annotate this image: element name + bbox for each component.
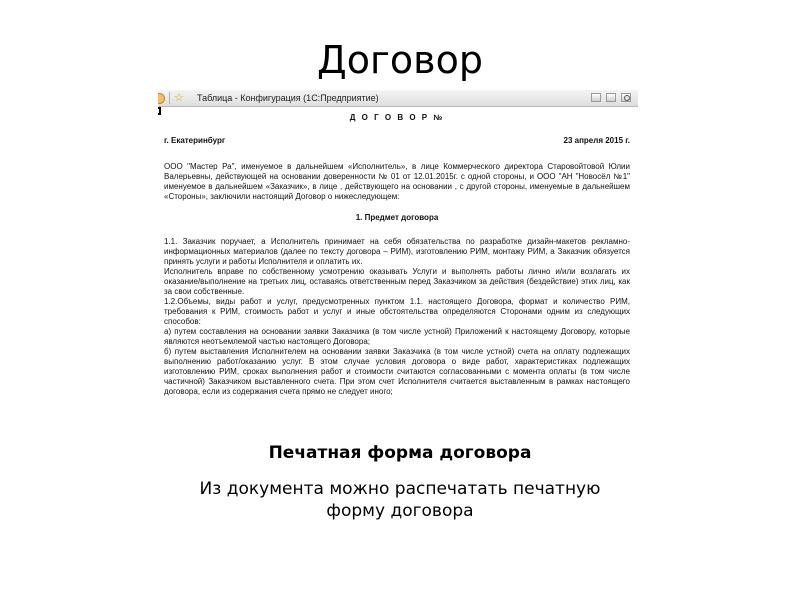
contract-preamble: ООО "Мастер Ра", именуемое в дальнейшем «Исполнитель», в лице Коммерческого директора Старовойтовой Юлии Валерьевны, действующей на основании доверенности № 01 от 12.01.2015г. с одной стороны, и ООО "АН "Новосёл №1" именуемое в дальнейшем «Заказчик», в лице , действующего на основании , с другой стороны, именуемые в дальнейшем «Стороны», заключили настоящий Договор о нижеследующем: <box>164 162 630 201</box>
app-circle-icon[interactable] <box>158 93 165 104</box>
print-icon[interactable] <box>606 93 616 102</box>
window-title-bar <box>158 90 638 107</box>
preview-icon[interactable] <box>621 93 631 102</box>
slide-title: Договор <box>317 38 483 82</box>
contract-city: г. Екатеринбург <box>164 136 226 145</box>
contract-heading: Д О Г О В О Р № <box>349 113 445 122</box>
window-title: Таблица - Конфигурация (1С:Предприятие) <box>197 93 379 103</box>
clause-1-2-a: а) путем составления на основании заявки Заказчика (в том числе устной) Приложений к настоящему Договору, которые являются неотъемлемой частью настоящего Договора; <box>164 327 630 346</box>
toolbar-separator <box>169 92 170 104</box>
section-title: 1. Предмет договора <box>355 213 439 222</box>
clause-1-2: 1.2.Объемы, виды работ и услуг, предусмотренных пунктом 1.1. настоящего Договора, формат и количество РИМ, требования к РИМ, стоимость работ и услуг и иные обстоятельства определяются Сторонами одним из следующих способов: <box>164 297 630 326</box>
clause-1-2-b: б) путем выставления Исполнителем на основании заявки Заказчика (в том числе устной) счета на оплату подлежащих выполнению работ/оказанию услуг. В этом случае условия договора о виде работ, характеристиках подлежащих изготовлению РИМ, сроках выполнения работ и стоимости считаются согласованными с момента оплаты (в том числе частичной) Заказчиком выставленного счета. При этом счет Исполнителя считается выставленным в рамках настоящего договора, если из содержания счета прямо не следует иного; <box>164 347 630 396</box>
city-date-row <box>164 136 630 146</box>
contract-date: 23 апреля 2015 г. <box>563 136 630 145</box>
document-screenshot <box>158 90 638 422</box>
contract-document <box>164 113 630 397</box>
caption-text: Из документа можно распечатать печатную форму договора <box>199 479 601 521</box>
favorite-star-icon[interactable]: ☆ <box>174 92 184 104</box>
cell-corner-marker <box>158 107 161 115</box>
save-icon[interactable] <box>591 93 601 102</box>
caption-title: Печатная форма договора <box>268 443 532 463</box>
clause-1-1: 1.1. Заказчик поручает, а Исполнитель принимает на себя обязательства по разработке дизайн-макетов рекламно-информационных материалов (далее по тексту договора – РИМ), изготовлению РИМ, монтажу РИМ, а Заказчик обязуется принять услуги и работы Исполнителя и оплатить их. <box>164 237 630 266</box>
clause-executor-rights: Исполнитель вправе по собственному усмотрению оказывать Услуги и выполнять работы лично и/или возлагать их оказание/выполнение на третьих лиц, оставаясь ответственным перед Заказчиком за действия (бездействие) этих лиц, как за свои собственные. <box>164 267 630 296</box>
